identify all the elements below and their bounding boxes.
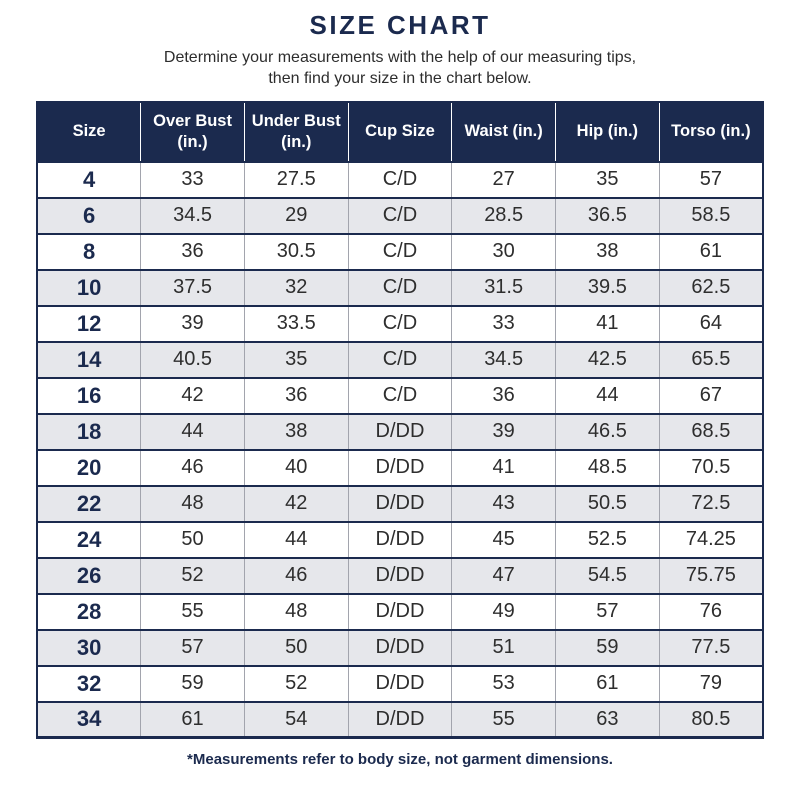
- value-cell: 42: [244, 486, 348, 522]
- value-cell: 41: [556, 306, 660, 342]
- size-cell: 28: [37, 594, 141, 630]
- table-row: [37, 630, 763, 666]
- table-body: [37, 162, 763, 738]
- table-row: [37, 450, 763, 486]
- column-header-over-bust-in: Over Bust (in.): [141, 102, 245, 162]
- size-cell: 34: [37, 702, 141, 738]
- size-chart-table: [36, 101, 764, 740]
- value-cell: D/DD: [348, 594, 452, 630]
- table-row: [37, 306, 763, 342]
- value-cell: 57: [659, 162, 763, 198]
- value-cell: 27.5: [244, 162, 348, 198]
- value-cell: 54.5: [556, 558, 660, 594]
- subtitle-line-2: then find your size in the chart below.: [268, 69, 532, 87]
- value-cell: 75.75: [659, 558, 763, 594]
- value-cell: 35: [244, 342, 348, 378]
- size-cell: 24: [37, 522, 141, 558]
- size-cell: 22: [37, 486, 141, 522]
- column-header-under-bust-in: Under Bust (in.): [244, 102, 348, 162]
- value-cell: 38: [244, 414, 348, 450]
- value-cell: 39.5: [556, 270, 660, 306]
- table-row: [37, 198, 763, 234]
- value-cell: 46: [244, 558, 348, 594]
- value-cell: 34.5: [141, 198, 245, 234]
- value-cell: 61: [556, 666, 660, 702]
- value-cell: D/DD: [348, 666, 452, 702]
- size-cell: 4: [37, 162, 141, 198]
- value-cell: 36: [244, 378, 348, 414]
- value-cell: 42: [141, 378, 245, 414]
- value-cell: 79: [659, 666, 763, 702]
- value-cell: D/DD: [348, 414, 452, 450]
- table-header-row: [37, 102, 763, 162]
- value-cell: 32: [244, 270, 348, 306]
- table-row: [37, 486, 763, 522]
- footnote: *Measurements refer to body size, not garment dimensions.: [187, 751, 613, 769]
- value-cell: C/D: [348, 378, 452, 414]
- size-cell: 18: [37, 414, 141, 450]
- value-cell: 30: [452, 234, 556, 270]
- value-cell: 36: [141, 234, 245, 270]
- value-cell: 74.25: [659, 522, 763, 558]
- value-cell: D/DD: [348, 486, 452, 522]
- value-cell: 33.5: [244, 306, 348, 342]
- column-header-hip-in: Hip (in.): [556, 102, 660, 162]
- value-cell: 70.5: [659, 450, 763, 486]
- column-header-torso-in: Torso (in.): [659, 102, 763, 162]
- value-cell: C/D: [348, 270, 452, 306]
- value-cell: 52.5: [556, 522, 660, 558]
- value-cell: 50: [141, 522, 245, 558]
- table-row: [37, 378, 763, 414]
- size-cell: 32: [37, 666, 141, 702]
- column-header-waist-in: Waist (in.): [452, 102, 556, 162]
- table-row: [37, 234, 763, 270]
- value-cell: 33: [141, 162, 245, 198]
- value-cell: 35: [556, 162, 660, 198]
- value-cell: 49: [452, 594, 556, 630]
- value-cell: 42.5: [556, 342, 660, 378]
- value-cell: C/D: [348, 306, 452, 342]
- value-cell: 57: [141, 630, 245, 666]
- value-cell: 50.5: [556, 486, 660, 522]
- value-cell: 34.5: [452, 342, 556, 378]
- value-cell: 53: [452, 666, 556, 702]
- value-cell: 77.5: [659, 630, 763, 666]
- value-cell: 52: [244, 666, 348, 702]
- value-cell: 28.5: [452, 198, 556, 234]
- value-cell: C/D: [348, 162, 452, 198]
- table-row: [37, 270, 763, 306]
- value-cell: 33: [452, 306, 556, 342]
- value-cell: 80.5: [659, 702, 763, 738]
- table-row: [37, 162, 763, 198]
- value-cell: 48.5: [556, 450, 660, 486]
- value-cell: C/D: [348, 234, 452, 270]
- value-cell: 63: [556, 702, 660, 738]
- size-cell: 20: [37, 450, 141, 486]
- table-row: [37, 342, 763, 378]
- size-cell: 26: [37, 558, 141, 594]
- value-cell: 31.5: [452, 270, 556, 306]
- value-cell: 44: [141, 414, 245, 450]
- value-cell: 41: [452, 450, 556, 486]
- value-cell: 62.5: [659, 270, 763, 306]
- subtitle-line-1: Determine your measurements with the help of our measuring tips,: [163, 49, 637, 66]
- size-cell: 10: [37, 270, 141, 306]
- value-cell: 44: [244, 522, 348, 558]
- value-cell: 57: [556, 594, 660, 630]
- value-cell: 27: [452, 162, 556, 198]
- value-cell: D/DD: [348, 702, 452, 738]
- table-header: [37, 102, 763, 162]
- value-cell: 46.5: [556, 414, 660, 450]
- value-cell: 36.5: [556, 198, 660, 234]
- value-cell: 52: [141, 558, 245, 594]
- value-cell: D/DD: [348, 450, 452, 486]
- size-cell: 30: [37, 630, 141, 666]
- value-cell: 36: [452, 378, 556, 414]
- value-cell: 65.5: [659, 342, 763, 378]
- size-cell: 8: [37, 234, 141, 270]
- value-cell: 40.5: [141, 342, 245, 378]
- value-cell: C/D: [348, 198, 452, 234]
- size-cell: 12: [37, 306, 141, 342]
- value-cell: 59: [556, 630, 660, 666]
- column-header-cup-size: Cup Size: [348, 102, 452, 162]
- size-cell: 6: [37, 198, 141, 234]
- value-cell: 51: [452, 630, 556, 666]
- value-cell: 61: [141, 702, 245, 738]
- value-cell: 47: [452, 558, 556, 594]
- value-cell: 45: [452, 522, 556, 558]
- value-cell: 43: [452, 486, 556, 522]
- value-cell: 48: [244, 594, 348, 630]
- value-cell: 40: [244, 450, 348, 486]
- value-cell: 59: [141, 666, 245, 702]
- value-cell: 76: [659, 594, 763, 630]
- value-cell: 46: [141, 450, 245, 486]
- value-cell: 55: [141, 594, 245, 630]
- value-cell: 30.5: [244, 234, 348, 270]
- value-cell: 38: [556, 234, 660, 270]
- value-cell: 29: [244, 198, 348, 234]
- table-row: [37, 414, 763, 450]
- value-cell: 61: [659, 234, 763, 270]
- value-cell: D/DD: [348, 522, 452, 558]
- value-cell: 55: [452, 702, 556, 738]
- value-cell: 54: [244, 702, 348, 738]
- value-cell: 44: [556, 378, 660, 414]
- value-cell: D/DD: [348, 558, 452, 594]
- value-cell: 39: [141, 306, 245, 342]
- table-row: [37, 558, 763, 594]
- table-row: [37, 522, 763, 558]
- value-cell: 48: [141, 486, 245, 522]
- table-row: [37, 594, 763, 630]
- value-cell: 64: [659, 306, 763, 342]
- subtitle: [0, 48, 800, 90]
- value-cell: 37.5: [141, 270, 245, 306]
- column-header-size: Size: [37, 102, 141, 162]
- size-cell: 16: [37, 378, 141, 414]
- table-row: [37, 666, 763, 702]
- table-row: [37, 702, 763, 738]
- size-cell: 14: [37, 342, 141, 378]
- page-title: SIZE CHART: [309, 10, 491, 40]
- value-cell: 39: [452, 414, 556, 450]
- value-cell: 58.5: [659, 198, 763, 234]
- value-cell: 67: [659, 378, 763, 414]
- value-cell: D/DD: [348, 630, 452, 666]
- value-cell: 72.5: [659, 486, 763, 522]
- value-cell: 50: [244, 630, 348, 666]
- value-cell: C/D: [348, 342, 452, 378]
- value-cell: 68.5: [659, 414, 763, 450]
